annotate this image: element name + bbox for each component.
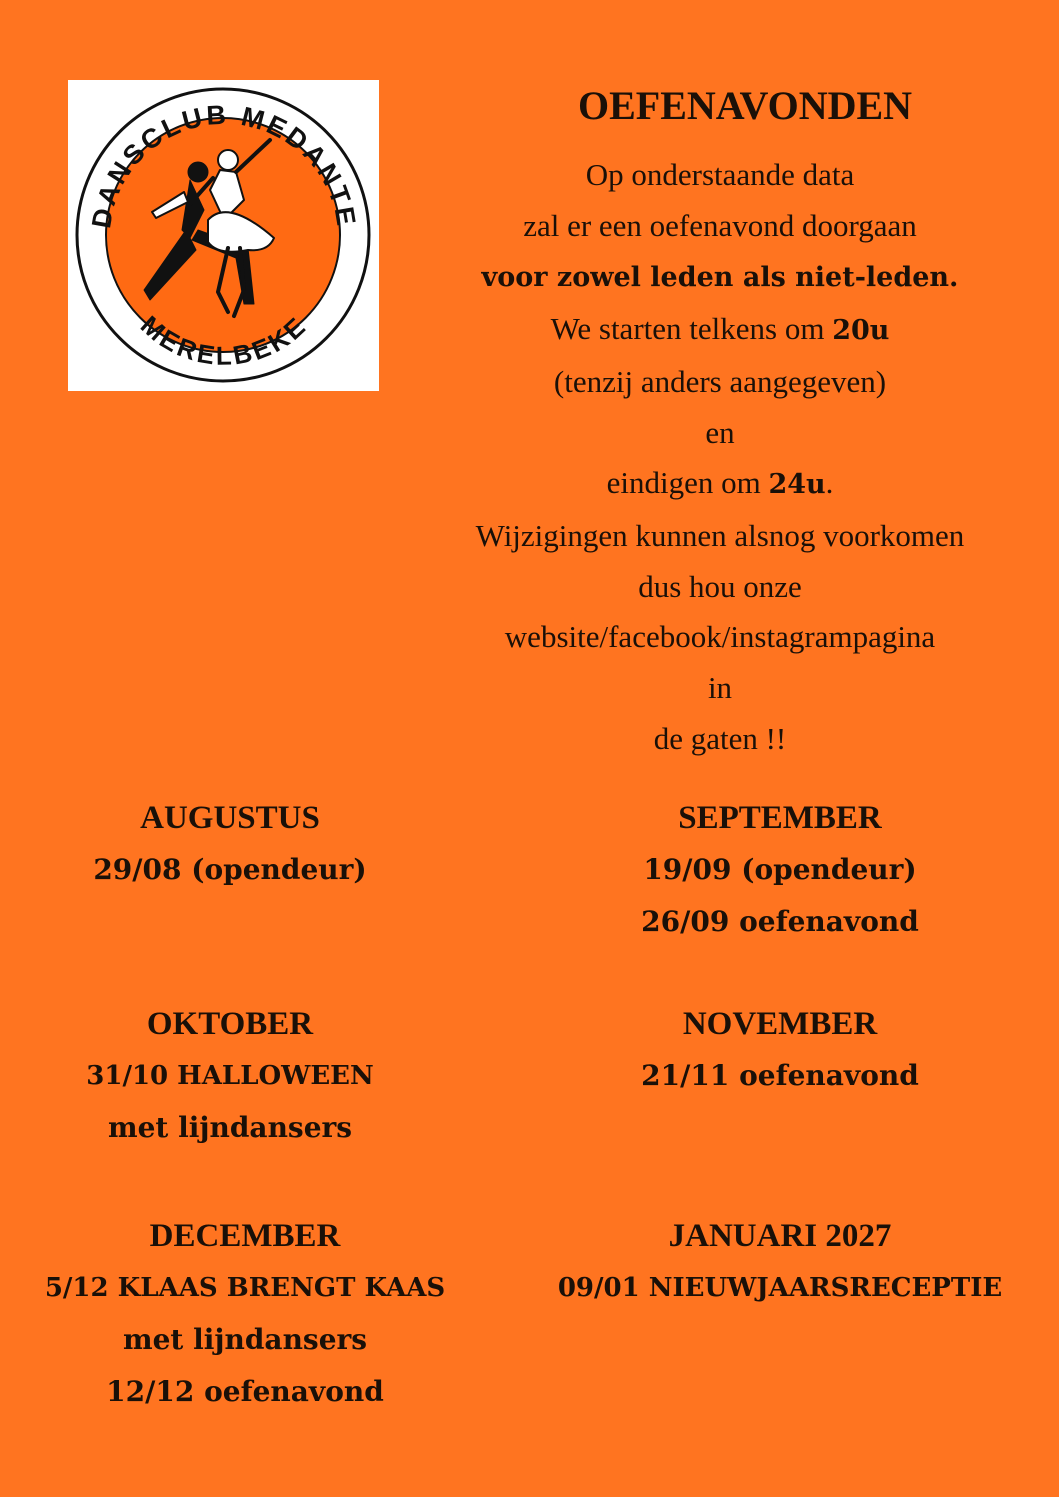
page-title: OEFENAVONDEN <box>577 83 913 128</box>
date-entry: 26/09 oefenavond <box>641 905 919 938</box>
logo-emblem <box>68 80 379 391</box>
start-time-label: We starten telkens om <box>550 311 833 347</box>
intro-line-10: website/facebook/instagrampagina <box>504 619 936 655</box>
month-december <box>20 1210 470 1418</box>
month-heading: SEPTEMBER <box>678 800 882 836</box>
intro-line-1: Op onderstaande data <box>585 157 855 192</box>
intro-line-6: en <box>705 414 735 450</box>
intro-line-5: (tenzij anders aangegeven) <box>553 363 887 399</box>
month-september <box>580 792 980 948</box>
club-logo <box>68 80 379 391</box>
intro-line-2: zal er een oefenavond doorgaan <box>523 207 917 243</box>
logo-top-text: DANSCLUB MEDANTE <box>86 99 362 231</box>
end-time: 24u <box>768 469 826 501</box>
date-entry: 19/09 (opendeur) <box>643 853 917 886</box>
date-entry: 5/12 KLAAS BRENGT KAAS <box>44 1273 446 1303</box>
date-entry: met lijndansers <box>122 1323 368 1356</box>
month-heading: DECEMBER <box>149 1218 341 1254</box>
month-augustus <box>40 792 420 896</box>
intro-line-4 <box>400 304 1040 357</box>
intro-emphasis: voor zowel leden als niet-leden. <box>481 262 959 294</box>
intro-text <box>400 150 1040 764</box>
date-entry: met lijndansers <box>107 1111 353 1144</box>
month-oktober <box>30 998 430 1154</box>
date-entry: 21/11 oefenavond <box>641 1059 919 1092</box>
date-entry: 09/01 NIEUWJAARSRECEPTIE <box>557 1273 1003 1303</box>
intro-line-11: in <box>707 670 733 706</box>
date-entry: 12/12 oefenavond <box>106 1375 384 1408</box>
month-heading: AUGUSTUS <box>140 800 320 836</box>
month-heading: JANUARI 2027 <box>668 1218 892 1254</box>
date-entry: 31/10 HALLOWEEN <box>86 1061 374 1091</box>
start-time: 20u <box>832 315 890 347</box>
end-period: . <box>825 465 834 501</box>
intro-line-7 <box>400 458 1040 511</box>
intro-line-3 <box>400 251 1040 304</box>
month-heading: NOVEMBER <box>682 1006 878 1042</box>
intro-line-8: Wijzigingen kunnen alsnog voorkomen <box>475 517 965 553</box>
date-entry: 29/08 (opendeur) <box>93 853 367 886</box>
intro-line-12: de gaten !! <box>653 720 787 756</box>
end-time-label: eindigen om <box>606 465 769 501</box>
month-november <box>580 998 980 1102</box>
intro-line-9: dus hou onze <box>638 568 802 604</box>
month-januari <box>540 1210 1020 1314</box>
logo-bottom-text: MERELBEKE <box>135 309 313 371</box>
month-heading: OKTOBER <box>146 1006 314 1042</box>
